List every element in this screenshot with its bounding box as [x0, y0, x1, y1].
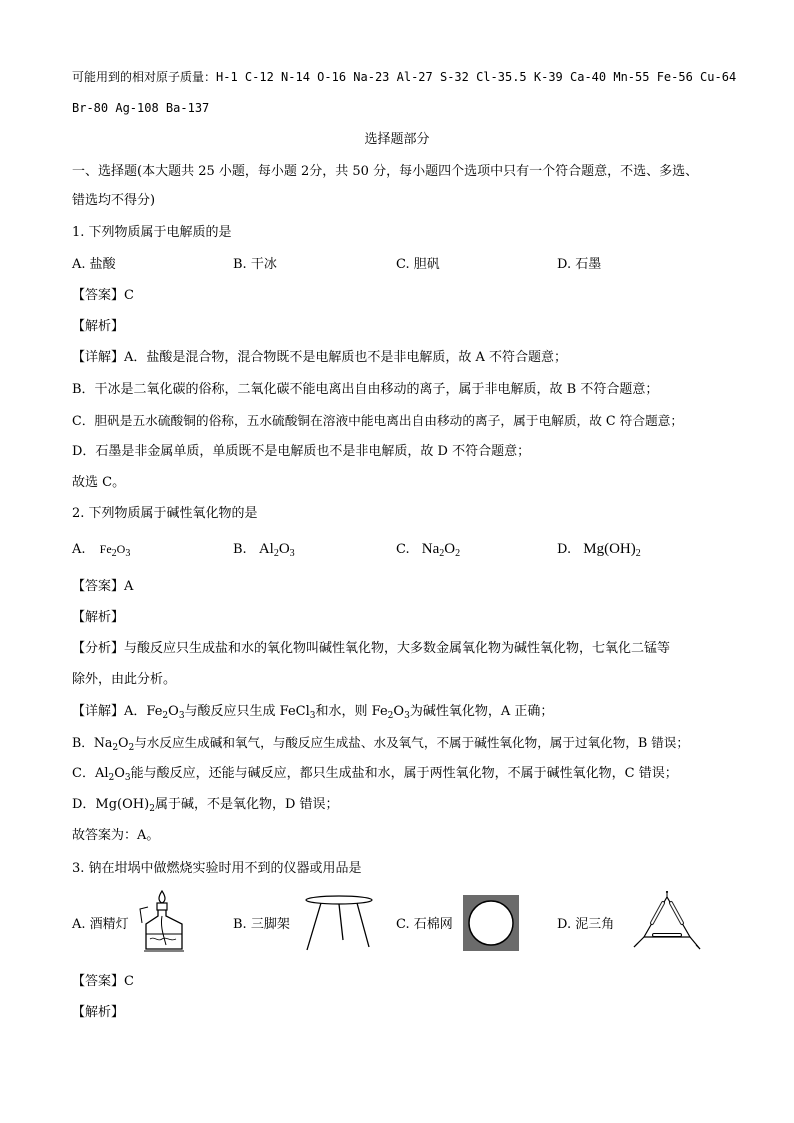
q2-fenxi-line-2: 除外，由此分析。 — [72, 672, 177, 687]
q2-formula-na2o2: $Na_2O_2$ — [421, 541, 461, 559]
instructions-line-1: 一、选择题(本大题共 25 小题，每小题 2分，共 50 分，每小题四个选项中只有一个符合题意，不选、多选、 — [72, 164, 699, 179]
q1-stem: 1. 下列物质属于电解质的是 — [72, 225, 232, 240]
q3-answer: 【答案】C — [72, 974, 134, 989]
q1-detail-line-3: C．胆矾是五水硫酸铜的俗称，五水硫酸铜在溶液中能电离出自由移动的离子，属于电解质，故 C 符合题意； — [72, 413, 684, 428]
q2-formula-mgoh2: $Mg(OH)_2$ — [583, 541, 641, 559]
q1-detail-line-2: B．干冰是二氧化碳的俗称，二氧化碳不能电离出自由移动的离子，属于非电解质，故 B 不符合题意； — [72, 382, 659, 397]
q3-analysis-label: 【解析】 — [72, 1005, 125, 1020]
atomic-mass-line-2: Br-80 Ag-108 Ba-137 — [72, 101, 210, 115]
instructions-line-2: 错选均不得分) — [72, 193, 156, 208]
q2-detail-line-b: B．$Na_2O_2$与水反应生成碱和氧气，与酸反应生成盐、水及氧气，不属于碱性氧化物，属于过氧化物，B 错误； — [72, 735, 689, 753]
q2-option-c: C. $Na_2O_2$ — [396, 541, 461, 559]
q2-detail-line-c: C．$Al_2O_3$能与酸反应，还能与碱反应，都只生成盐和水，属于两性氧化物，不属于碱性氧化物，C 错误； — [72, 766, 678, 783]
q2-option-b: B. $Al_2O_3$ — [233, 541, 295, 559]
q2-fenxi-line-1: 【分析】与酸反应只生成盐和水的氧化物叫碱性氧化物，大多数金属氧化物为碱性氧化物，七氧化二锰等 — [72, 641, 671, 656]
q1-answer: 【答案】C — [72, 288, 134, 303]
tripod-icon — [303, 893, 375, 953]
q2-detail-line-d: D．$Mg(OH)_2$属于碱，不是氧化物，D 错误； — [72, 797, 339, 814]
q1-option-a: A. 盐酸 — [72, 257, 116, 272]
q2-stem: 2. 下列物质属于碱性氧化物的是 — [72, 506, 258, 521]
q1-detail-line-5: 故选 C。 — [72, 475, 126, 490]
q2-detail-line-a: 【详解】A．$Fe_2O_3$与酸反应只生成 FeCl$_3$和水，则 $Fe_2O_3$为碱性氧化物，A 正确； — [72, 704, 554, 721]
q2-option-d: D. $Mg(OH)_2$ — [557, 541, 641, 559]
q2-formula-al2o3: $Al_2O_3$ — [258, 541, 295, 559]
q1-detail-line-4: D．石墨是非金属单质，单质既不是电解质也不是非电解质，故 D 不符合题意； — [72, 444, 531, 459]
clay-triangle-icon — [632, 891, 702, 955]
alcohol-lamp-icon — [136, 889, 192, 957]
q2-analysis-label: 【解析】 — [72, 610, 125, 625]
q3-stem: 3. 钠在坩埚中做燃烧实验时用不到的仪器或用品是 — [72, 861, 362, 876]
asbestos-gauze-icon — [463, 895, 519, 951]
atomic-mass-line-1: 可能用到的相对原子质量：H-1 C-12 N-14 O-16 Na-23 Al-27 S-32 Cl-35.5 K-39 Ca-40 Mn-55 Fe-56 Cu-64 — [72, 70, 737, 84]
q2-formula-fe2o3: $Fe_2O_3$ — [99, 542, 131, 559]
q1-option-c: C. 胆矾 — [396, 257, 440, 272]
q3-option-a: A. 酒精灯 — [72, 917, 129, 932]
q1-option-b: B. 干冰 — [233, 257, 277, 272]
q3-option-d: D. 泥三角 — [557, 917, 615, 932]
section-title: 选择题部分 — [364, 132, 430, 147]
q2-answer: 【答案】A — [72, 579, 134, 594]
q3-option-c: C. 石棉网 — [396, 917, 453, 932]
q3-option-b: B. 三脚架 — [233, 917, 290, 932]
q2-option-a: A. $Fe_2O_3$ — [72, 542, 131, 559]
q2-detail-final: 故答案为：A。 — [72, 828, 160, 843]
q1-detail-line-1: 【详解】A．盐酸是混合物，混合物既不是电解质也不是非电解质，故 A 不符合题意； — [72, 350, 568, 365]
q1-analysis-label: 【解析】 — [72, 319, 125, 334]
q1-option-d: D. 石墨 — [557, 257, 602, 272]
